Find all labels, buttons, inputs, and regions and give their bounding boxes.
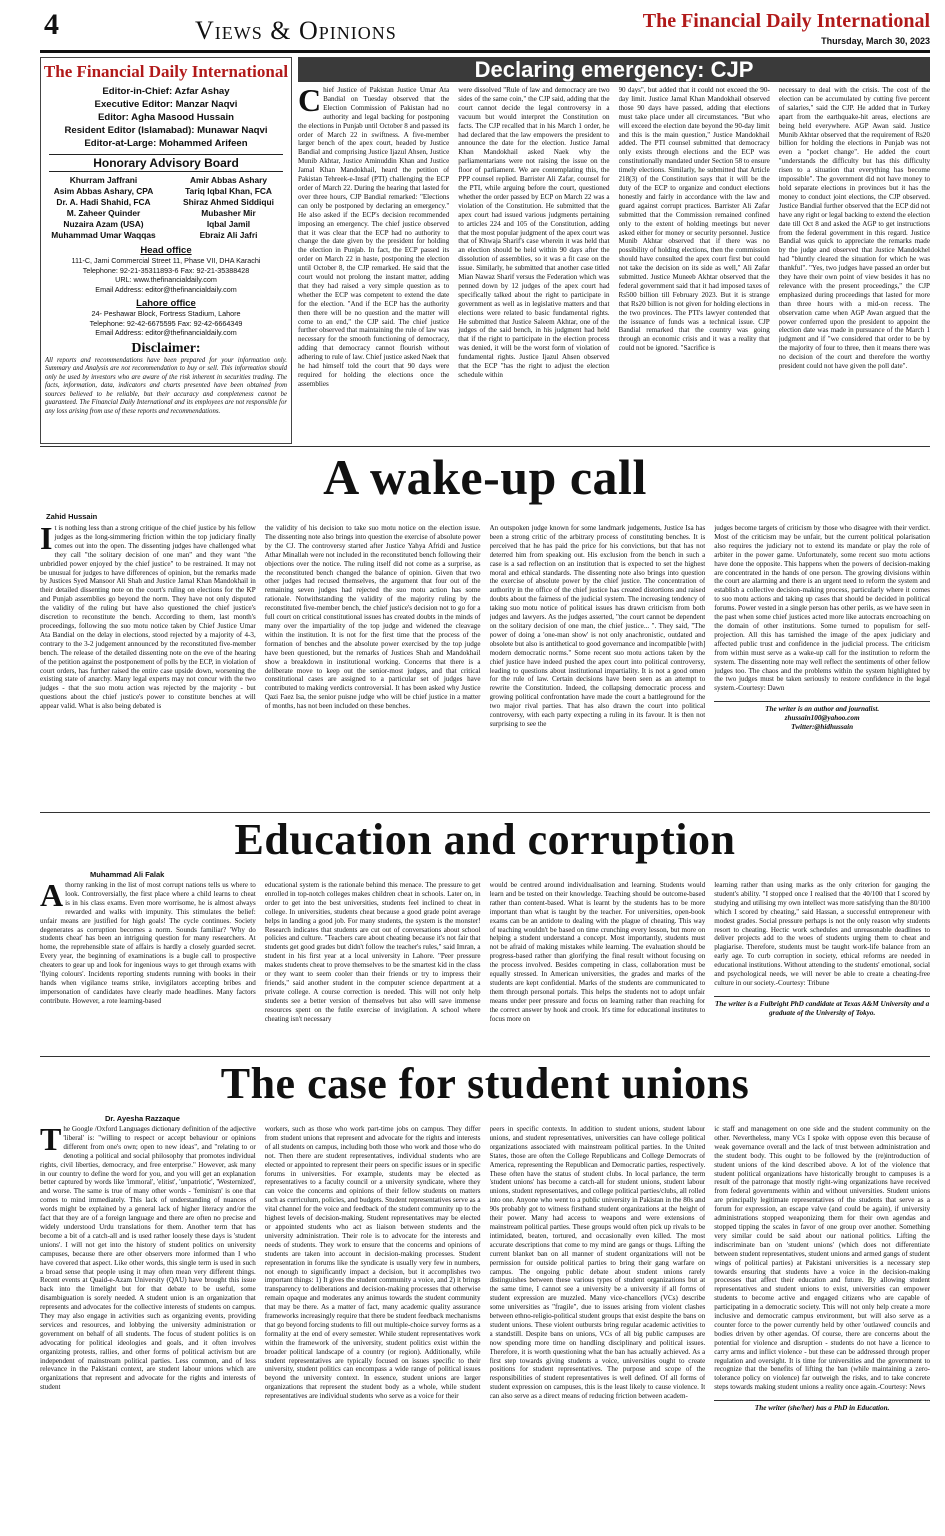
article-4-column: workers, such as those who work part-time jobs on campus. They differ from student unions that represent and advocate for the rights and interests of all students on campus, including both those who work and those who do not. Then there are student representatives, individual students who are elected or appointed to represent their peers on specific issues or in specific forums in universities. For example, students may be elected as representatives to a faculty council or a university syndicate, where they can voice the concerns and opinions of their fellow students on matters such as curriculum, policies, and budgets. Student representatives serve as a vital channel for the voice and feedback of the student community up to the highest levels of decision-making. Student representatives may be elected or appointed students who act as liaison between students and the university administration. Their role is to advocate for the interests and needs of students. They work to ensure that the concerns and opinions of students are taken into account in decision-making processes. Student representation in forums like the syndicate is usually very few in numbers, not enough to significantly impact a decision, but it accomplishes two important things: 1) It gives the student community a voice, and 2) it brings transparency to deliberations and decision-making processes that otherwise remain opaque and moderates any animus towards the student community that may be there. As a matter of fact, many academic quality assurance frameworks increasingly require that there be student feedback mechanisms that go beyond forcing students to fill out multiple-choice survey forms as a formality at the end of every semester. While student representatives work within the framework of the university, student politics exist within the broader political landscape of a country (or region). Additionally, while student representatives are typically focused on issues specific to their university, student politics can encompass a wide range of political issues beyond the university context. In essence, student unions are larger organizations that represent the student body as a whole, while student representatives are individual students who serve as a voice for their <box>264 1125 481 1401</box>
drop-cap: A <box>40 881 64 913</box>
head-office-title: Head office <box>140 245 192 256</box>
section-title: Views & Opinions <box>195 16 397 45</box>
article-2-column: It is nothing less than a strong critique of the chief justice by his fellow judges as the long-simmering friction within the top judiciary finally comes out into the open. The dissenting judges have challenged what they call "the solitary decision of one man" and they want "the unbridled power enjoyed by the chief justice" to be restrained. It may not be unusual for judges to have differences of opinion, but the remarks made by Justices Syed Mansoor Ali Shah and Justice Jamal Khan Mandokhail in their detailed dissenting note on the court's ruling on elections for the KP and Punjab assemblies go beyond the norm. They have not only disputed the validity of the ruling but have also questioned the chief justice's discretion to reconstitute the bench. According to them, last month's proceedings, following the suo motu notice taken by Chief Justice Umar Ata Bandial on the delay in elections, stood rejected by a majority of 4-3, contrary to the 3-2 judgement announced by the reconstituted five-member bench. The release of the detailed dissenting note on the eve of the hearing of the petition against the postponement of polls by the ECP, in violation of court orders, has further raised the entire case upside down, worsening the existing state of anarchy. Many legal experts may not concur with the two judges - that the suo motu action was rejected by the majority - but questions about the chief justice's power to constitute benches at will appear valid. What is also being debated is <box>40 524 256 711</box>
drop-cap: I <box>40 524 53 556</box>
article-4-author-credit: The writer (she/her) has a PhD in Education. <box>714 1400 930 1413</box>
article-4-body <box>40 1125 930 1531</box>
paper-name: The Financial Daily International <box>642 10 930 32</box>
board-member: Shiraz Ahmed Siddiqui <box>183 197 274 207</box>
article-2-author-credit: The writer is an author and journalist. zhussain100@yahoo.com Twitter:@hidhussain <box>714 701 930 732</box>
divider <box>40 812 930 813</box>
board-member: Muhammad Umar Waqqas <box>51 230 156 240</box>
board-member: Nuzaira Azam (USA) <box>63 219 144 229</box>
lahore-office-line: 24- Peshawar Block, Fortress Stadium, Lahore <box>91 309 241 318</box>
editor-line: Editor-in-Chief: Azfar Ashay <box>102 86 230 97</box>
editor-line: Resident Editor (Islamabad): Munawar Naqvi <box>64 125 268 136</box>
article-1-column: necessary to deal with the crisis. The cost of the election can be accumulated by cutting five percent of salaries," said the CJP. He added that in Turkey apart from the earthquake-hit areas, elections are being held everywhere. AGP Awan said. Justice Munib Akhtar observed that the requirement of Rs20 billion for holding the elections in Punjab was not even a "pocket change". He added the court "understands the difficulty but has this difficulty risen to a situation that everything has become impossible". The government did not have money to hold separate elections in provinces but it has the money to conduct joint elections, the CJP observed. Justice Bandial further observed that the ECP did not have any right or legal backing to extend the election date till Oct 8 and asked the AGP to get instructions from the federal government in this regard. Justice Bandial was quick to appreciate the remarks made by the judge and observed that Justice Mandokhel had "bluntly cleared the situation for which he was thankful". "Yes, two judges have passed an order but they have their own point of view besides it has no relevance with the present proceedings," the CJP emphasized during proceedings that lasted for more than three hours with a mid-on recess. The observation came when AGP Awan argued that the power conferred upon the president to appoint the election date was made in pursuance of the March 1 judgment and if "we considered that order to be by the majority of four to three, then it means there was no decision of the court and therefore the worthy president could not have given the poll date". <box>778 86 930 371</box>
editor-line: Executive Editor: Manzar Naqvi <box>94 99 238 110</box>
article-1-body <box>298 86 930 440</box>
editor-line: Editor: Agha Masood Hussain <box>97 112 235 123</box>
article-2-body <box>40 524 930 808</box>
article-3-headline: Education and corruption <box>234 815 736 864</box>
divider <box>40 1056 930 1057</box>
article-1-headline: Declaring emergency: CJP <box>298 57 930 82</box>
board-member: Asim Abbas Ashary, CPA <box>53 186 154 196</box>
article-3-column: Athorny ranking in the list of most corrupt nations tells us where to look. Controversially, the first place where a child learns to cheat is in his class exams. Even more worrisome, he is almost always rewarded and walks with impunity. This stimulates the belief: unfair means are justified for high goals! The cycle continues. Society degenerates as corruption becomes a norm. Sounds familiar? 'Why do students cheat' has been an intriguing question for many researchers. At home, the reprehensible state of affairs is hardly a closely guarded secret. Every year, the beginning of examinations is a bugle call to prospective cheaters to gear up and look for ingenious ways to get through exams with 'flying colours'. Incidents reporting students running with books in their hands when vigilance teams strike, invigilators accepting bribes and impersonation of candidates have clearly made headlines. Many factors contribute. However, a rote learning-based <box>40 881 256 1005</box>
board-member: Iqbal Jamil <box>206 219 251 229</box>
article-2-column: the validity of his decision to take suo motu notice on the election issue. The dissenting note also brings into question the exercise of absolute power by the CJ. The controversy started after Justice Yahya Afridi and Justice Athar Minallah were not included in the reconstituted bench following their objections over the notice. The ruling itself did not come as a surprise, as the reconstituted bench changed the balance of opinion. Given that two other judges had recused themselves, the argument that four out of the remaining seven judges had rejected the suo motu action has some rationale. Notwithstanding the validity of the majority ruling by the reconstituted five-member bench, the chief justice's decision not to go for a full court on critical constitutional issues has created doubts in the minds of many over the impartiality of the top judge and widened the cleavage within the institution. It is not for the first time that the process of the formation of benches and the absolute power exercised by the top judge have been questioned, but the remarks of Justices Shah and Mandokhail show a breakdown in institutional working. Concerns that there is a deliberate move to keep out the senior-most judges, and that critical constitutional cases are assigned to a particular set of judges have contributed to making verdicts controversial. It has been asked why Justice Qazi Faez Isa, the senior puisne judge who will be chief justice in a matter of months, has not been included on these benches. <box>264 524 481 711</box>
editorial-paper-title: The Financial Daily International <box>43 62 289 81</box>
article-1-column: Chief Justice of Pakistan Justice Umar Ata Bandial on Tuesday observed that the Election Commission of Pakistan had no authority and legal backing for postponing the elections in Punjab until October 8 and passed its order of March 22 in swiftness. A five-member larger bench of the apex court, headed by Justice Bandial and comprising Justice Ijazul Ahsen, Justice Munib Akhtar, Justice Aminuddin Khan and Justice Jamal Khan Mandokhail, heard the petition of Pakistan Tehreek-e-Insaf (PTI) challenging the ECP order of March 22. During the hearing that lasted for over three hours, CJP Bandial remarked: "Elections can only be postponed by declaring an emergency." He also asked if the ECP's decision recommended imposing an emergency. The chief justice observed that it was clear that the ECP had no authority to change the date given by the president for holding the election in Punjab. In fact, the ECP passed its order on March 22 in haste, postponing the election until October 8, the CJP remarked. He said that the court would not prolong the instant matter, adding that they had raised a very simple question as to whether the ECP was competent to extend the date for the election. "And if the ECP has the authority then there will be no question and the matter will come to an end," the CJP said. The chief justice further observed that maintaining the rule of law was necessary for the smooth functioning of democracy, adding that democracy cannot flourish without adhering to rule of law. Chief justice asked Naek that he had himself told the court that 90 days were required for holding the elections once the assemblies <box>298 86 450 388</box>
lahore-office-email: Email Address: editor@thefinancialdaily.com <box>95 328 237 337</box>
head-office-url: URL: www.thefinancialdaily.com <box>115 275 217 284</box>
masthead-rule <box>40 50 930 53</box>
board-member: M. Zaheer Quinder <box>66 208 141 218</box>
head-office-line: 111-C, Jami Commercial Street 11, Phase VII, DHA Karachi <box>71 256 261 265</box>
board-member: Amir Abbas Ashary <box>189 175 268 185</box>
divider <box>40 446 930 447</box>
head-office-line: Telephone: 92-21-35311893-6 Fax: 92-21-35388428 <box>82 265 250 275</box>
drop-cap: T <box>40 1125 62 1157</box>
editorial-box <box>40 57 292 444</box>
editor-line: Editor-at-Large: Mohammed Arifeen <box>84 138 248 149</box>
board-member: Mubasher Mir <box>201 208 256 218</box>
article-1-column: 90 days", but added that it could not exceed the 90-day limit. Justice Jamal Khan Mandokhail observed those 90 days have passed, adding that elections must take place under all circumstances. "But who will exceed the election date beyond the 90-day limit and this is the main question," Justice Mandokhail added. The PTI counsel submitted that democracy only exists through elections and the ECP was constitutionally mandated under Section 58 to ensure timely elections. Similarly, he submitted that Article 218(3) of the Constitution says that it will be the duty of the ECP to organize and conduct elections honestly and fairly in accordance with the law and guard against corrupt practices. Barrister Ali Zafar submitted that the Commission remained confined only to the extent of holding meetings but never asked either for money or security personnel. Justice Munib Akhtar observed that if there was no possibility of holding elections, then the commission should have consulted the apex court first but could not take the decision on its side as well," Ali Zafar submitted. Justice Muneeb Akhtar observed that the federal government said that it had imposed taxes of Rs500 billion till February 2023. But it is strange that Rs20 billion is not given for holding elections in the two provinces. The PTI's lawyer contended that the issuance of funds was a technical issue. CJP Bandial remarked that the country was going through an economic crisis and it was a reality that could not be ignored. "Sacrifice is <box>618 86 770 353</box>
drop-cap: C <box>298 86 322 118</box>
article-4-column: peers in specific contexts. In addition to student unions, student labour unions, and student representatives, universities can have college political organizations associated with mainstream political parties. In the United States, those are often the College Republicans and College Democrats of America, representing the Republican and Democratic parties, respectively. These often have the status of student clubs. In local parlance, the term 'student unions' has become a catch-all for student unions, student labour unions, student representatives, and college political parties/clubs, all rolled into one. Anyone who went to a public university in Pakistan in the 80s and 90s probably got to witness firsthand student organizations at the height of their power. Many had access to weapons and were extensions of mainstream political parties. These groups would often pick up rivals to be intimidated, beaten, tortured, and occasionally even killed. The most accurate descriptions that come to my mind are gangs or thugs. Lifting the current blanket ban on all manner of student organizations will not be permission for outside political parties to bring their gang warfare on campus. The ongoing public debate about student unions rarely distinguishes between these various types of student organizations but at the same time, I cannot see a university be a university if all forms of student expression are muzzled. Many vice-chancellors (VCs) describe some universities as "fragile", due to issues arising from violent clashes between ethno-religio-political student groups that exist despite the bans on student unions. These violent outbursts bring regular academic activities to a standstill. Despite bans on unions, VCs of all big public campuses are now spending more time on handling disciplinary and political issues. Therefore, it is worth questioning what the ban has actually achieved. As a first step towards giving students a voice, universities ought to create positions for student representatives. The purpose and scope of the responsibilities of student representatives is well defined. Of all forms of student expression on campuses, this is the least likely to cause violence. It can also serve as a direct means of reducing friction between academ- <box>489 1125 706 1401</box>
lahore-office-title: Lahore office <box>136 298 196 309</box>
board-member: Ebraiz Ali Jafri <box>199 230 258 240</box>
advisory-board-title: Honorary Advisory Board <box>49 154 283 172</box>
article-3-column: educational system is the rationale behind this menace. The pressure to get enrolled in top-notch colleges makes children cheat in schools. Later on, in order to get into the best universities, students feel inclined to cheat in college. In universities, students cheat because a good grade point average helps in landing a good job. For many students, the system is the monster! Research indicates that students are cut out of conversations about school policies and culture. "Teachers care about cheating because it's not fair that students get good grades but didn't follow the teacher's rules," said Imran, a student in his first year at a local university in Lahore. "Peer pressure makes students cheat to prove themselves to be the smartest kid in the class or they want to seem cooler than their friends or try to impress their friends," said another student in the computer science department at a private college. A course correction is needed. This will not only help students see a better version of themselves but also will save immense resources spent on the futile exercise of invigilation. A school where cheating isn't necessary <box>264 881 481 1023</box>
article-3-column: learning rather than using marks as the only criterion for gauging the student's ability. "I stopped once I realised that the 40/100 that I scored by studying and utilising my own intellect was more satisfying than the 80/100 which I scored by cheating," said Hassan, a successful entrepreneur with modest grades. Social pressure perhaps is not the only reason why students resort to cheating. Hectic work schedules and unreasonable deadlines to deliver projects add to the woes of students urging them to cheat and plagiarise. Therefore, students must be taught work-life balance from an early age. To curb corruption in society, ethical reforms are needed in educational institutions. Without attending to the students' emotional, social and psychological needs, we will never be able to create a cheating-free culture in our society.-Courtesy: Tribune The writer is a Fulbright PhD candidate at Texas A&M University and a graduate of the University of Tokyo. <box>714 881 930 1017</box>
issue-date: Thursday, March 30, 2023 <box>821 36 930 46</box>
advisory-board-right <box>166 175 291 241</box>
article-4-column: ic staff and management on one side and the student community on the other. Nevertheless, many VCs I spoke with oppose even this because of weak governance overall and the lack of trust between administration and the student body. This ought to be followed by the (re)introduction of student unions of the kind described above. A lot of the violence that student political organizations have historically brought to campuses is a result of the patronage that mostly right-wing organizations have received from federal governments within and without universities. Student unions are principally legitimate representatives of the students that serve as a forum for expression, an escape valve (and could be again), if university administrations stopped weaponizing them for their own agendas and stopped tipping the scales in favor of one group over another. Something very similar could be said about our national politics. Lifting the indiscriminate ban on 'student unions' (which does not differentiate between student representatives, student unions and armed gangs of student wings of political parties) at Pakistani universities is a necessary step towards ensuring that students have a voice in the decision-making processes that affect their education and future. By allowing student representatives and student unions to exist, universities can empower students to become active and engaged citizens who are capable of participating in a democratic society. This will not only help create a more inclusive and democratic campus environment, but will also serve as a counter force to the power currently held by other 'outlawed' councils and bodies driven by other agendas. Of course, there are concerns about the potential for violence and disruption - students do not have a licence to carry arms and inflict violence - but these can be addressed through proper regulation and oversight. It is time for universities and the government to recognize that the benefits of lifting the ban (while maintaining a zero-tolerance policy on violence) far outweigh the risks, and to take concrete steps towards making student unions a reality once again.-Courtesy: News The writer (she/her) has a PhD in Education. <box>714 1125 930 1413</box>
article-3-byline: Muhammad Ali Falak <box>90 870 165 879</box>
head-office-email: Email Address: editor@thefinancialdaily.com <box>95 284 237 294</box>
disclaimer-text: All reports and recommendations have been prepared for your information only. Summary and Analysis are not recommendation to buy or sell. This information should only be used by investors who are aware of the risk inherent in securities trading. The facts, information, data, indicators and charts presented have been obtained from sources believed to be reliable, but their accuracy and completeness cannot be guaranteed. The Financial Daily International and its employees are not responsible for any loss arising from use of these reports and recommendations. <box>45 356 287 415</box>
page-number: 4 <box>44 8 59 41</box>
article-4-column: The Google /Oxford Languages dictionary definition of the adjective 'liberal' is: "willing to respect or accept behaviour or opinions different from one's own; open to new ideas", and "relating to or denoting a political and social philosophy that promotes individual rights, civil liberties, democracy, and free enterprise." However, ask many in our country to define the word for you, and you will get an explanation better captured by words like 'immoral', 'elitist', 'unpatriotic', 'Westernized', and worse. The same is true of many other words - 'feminism' is one that comes to mind immediately. This lack of understanding of nuances of words might be explained by a general lack of higher literacy and/or the fact that they are of a foreign language and there are often no precise and widely understood Urdu translations for them. Another term that has become a bit of a catch-all and is used rather loosely these days is 'student unions'. I will not get into the history of student politics on university campuses, because there are other observers more informed than I who have covered that aspect. Like other words, this single term is used in such a broad sense that people using it may often mean very different things. Recent events at Quaid-e-Azam University (QAU) have brought this issue back into the limelight but for that debate to be useful, some disambiguation is sorely needed. A student union is an organization that represents and advocates for the collective interests of students on campus. They may also engage in activities such as organizing events, providing services and resources, and lobbying the university administration or government on behalf of all students. The focus of student politics is on advocating for political ideologies and goals, and it often involves organizing protests, rallies, and other forms of political activism but are independent of mainstream political parties. Less common, and of less relevance in the Pakistani context, are student labour unions which are organizations that represent and advocate for the rights and interests of student <box>40 1125 256 1392</box>
article-4-headline: The case for student unions <box>220 1059 750 1108</box>
article-3-column: would be centred around individualisation and learning. Students would learn and be tested on their knowledge. Teaching should be outcome-based rather than content-based. What is learnt by the students has to be more important than what is taught by the teacher. For universities, open-book exams can be an antidote to dealing with the plague of cheating. This way of teaching wouldn't be based on time crunching every lesson, but more on helping a student understand a concept. Most importantly, students must not be afraid of making mistakes while learning. The evaluation should be progress-based rather than glorifying the final result without focusing on the process involved. Besides competing in class, collaboration must be equally stressed. In American universities, the grades and marks of the students are kept confidential. Marks of the students are communicated to them through personal portals. This helps the students not to adopt unfair means under peer pressure and focus on learning rather than reaching for the correct answer by hook and crook. It's time for educational institutes to focus more on <box>489 881 706 1023</box>
masthead <box>40 0 930 54</box>
article-4-byline: Dr. Ayesha Razzaque <box>105 1114 180 1123</box>
article-3-author-credit: The writer is a Fulbright PhD candidate at Texas A&M University and a graduate of the University of Tokyo. <box>714 996 930 1018</box>
article-2-byline: Zahid Hussain <box>46 512 98 521</box>
advisory-board <box>41 175 291 241</box>
article-2-column: An outspoken judge known for some landmark judgements, Justice Isa has been a strong critic of the arbitrary process of constituting benches. It is perceived that he has paid the price for his convictions, but that has not deterred him from speaking out. His exclusion from the bench in such a case is a sad reflection on an institution that is expected to set the highest moral and ethical standards. The dissenting note also brings into question the exercise of absolute power by the chief justice. The concentration of authority in the office of the chief justice has created distortions and raised doubts about the fairness of the judicial system. The increasing tendency of taking suo motu notice of political issues has drawn criticism from both judges and lawyers. As the judges asserted, "the court cannot be dependent on the solitary decision of one man, the chief justice... ". They said, "The power of doing a 'one-man show' is not only anachronistic, outdated and obsolete but also is antithetical to good governance and incompatible [with] modern democratic norms." Some recent suo motu actions taken by the chief justice have indeed pushed the apex court into political controversy, leading to questions about institutional impartiality. It is not a good omen for the rule of law. Certain decisions have been seen as an attempt to rewrite the Constitution. Indeed, the collapsing democratic process and growing political confrontation have made the court a battleground for the two major rival parties. That has also drawn the court into political controversy, with each party expecting a ruling in its favour. It is then not surprising to see the <box>489 524 706 728</box>
article-2-headline: A wake-up call <box>323 449 647 505</box>
disclaimer-title: Disclaimer: <box>131 340 201 356</box>
article-2-column: judges become targets of criticism by those who disagree with their verdict. Most of the criticism may be unfair, but the current political polarisation also requires the judiciary not to extend its mandate or play the role of arbiter in the power game. Unfortunately, some recent suo motu actions have done the opposite. This happens when the powers of decision-making are concentrated in the hands of one person. The growing divisions within the court are alarming and there is an urgent need to reform the system and establish a collective decision-making process, particularly where it comes to suo motu actions and taking up cases that should be decided in political forums. Power vested in a single person has other perils, as we have seen in the past when some chief justices acted more like autocrats encroaching on the domain of other institutions. Some turned to populism for self-projection. All this has tarnished the image of the apex judiciary and affected public trust and confidence in the judicial process. The criticism from within must serve as a wake-up call for the institution to reform the system. The dissenting note may well reflect the sentiments of other fellow judges too. The chaos and the problems within the system highlighted by the two judges must be taken seriously to restore confidence in the legal system.-Courtesy: Dawn The writer is an author and journalist. zhussain100@yahoo.com Twitter:@hidhussain <box>714 524 930 732</box>
board-member: Tariq Iqbal Khan, FCA <box>185 186 272 196</box>
board-member: Dr. A. Hadi Shahid, FCA <box>56 197 151 207</box>
article-3-body <box>40 881 930 1051</box>
advisory-board-left <box>41 175 166 241</box>
article-1-column: were dissolved "Rule of law and democracy are two sides of the same coin," the CJP said, adding that the court cannot decide the legal controversy in a vacuum but would interpret the Constitution on facts. The CJP recalled that in his March 1 order, he had declared that the law empowers the president to announce the date for the election. Justice Jamal Khan Mandokhail asked Naek why the parliamentarians were not raising the issue on the floor of parliament. We are contemplating this, the PPP counsel replied. Barrister Ali Zafar, counsel for the PTI, while arguing before the court, questioned whether the order passed by ECP on March 22 was a violation of the Constitution. He submitted that the apex court had issued various judgments pertaining to articles 224 and 105 of the Constitution, adding that the most popular judgment of the apex court was that of Khwaja Sharif's case wherein it was held that an election should be held within 90 days after the dissolution of assemblies, so it was a fit case on the issue. Similarly, he submitted that another case titled Mian Nawaz Sharif versus the Federation which was penned down by 12 judges of the apex court had specifically talked about the right to participate in government as well as in legislative matters and that elections were related to basic fundamental rights. He submitted that Justice Saleem Akhtar, one of the judges of the said bench, in his judgment had held that if the right to participate in the election process was denied, it will be the worst form of violation of fundamental rights. Justice Ijazul Ahsen observed that the ECP "has the right to adjust the election schedule within <box>458 86 610 379</box>
lahore-office-line: Telephone: 92-42-6675595 Fax: 92-42-6664349 <box>89 318 243 328</box>
board-member: Khurram Jaffrani <box>69 175 138 185</box>
